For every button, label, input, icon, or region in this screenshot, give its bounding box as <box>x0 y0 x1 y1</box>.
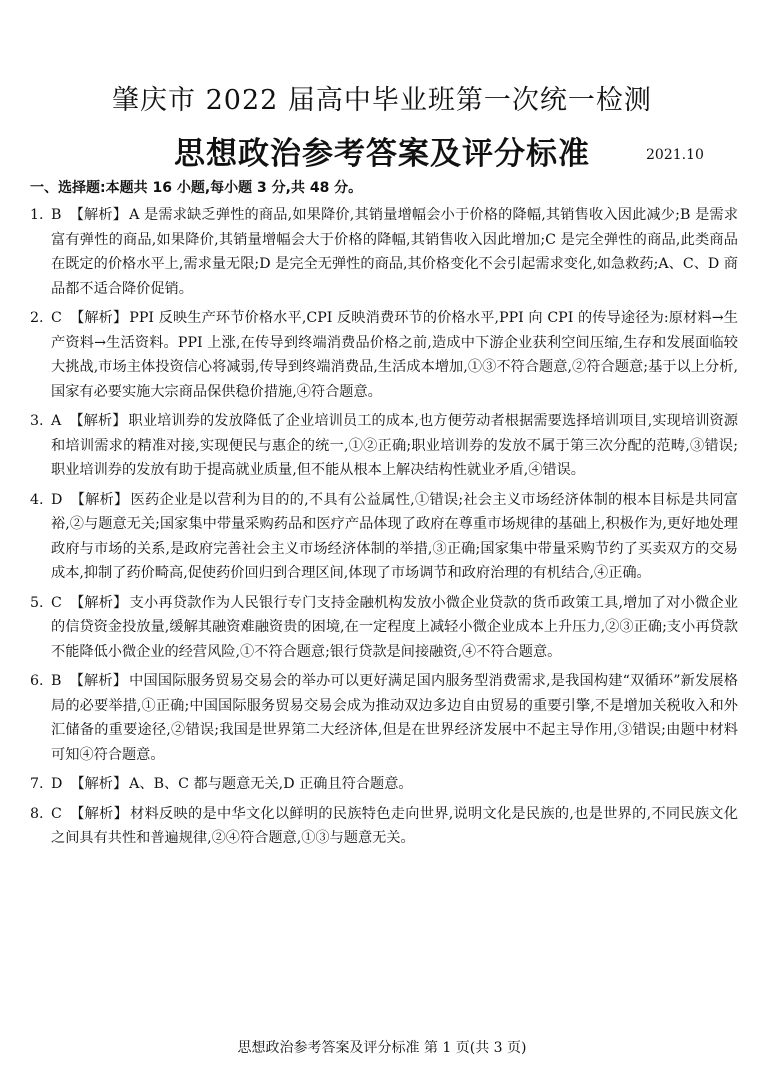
question-item <box>30 669 738 767</box>
analysis-text: A 是需求缺乏弹性的商品,如果降价,其销量增幅会小于价格的降幅,其销售收入因此减少;B 是需求富有弹性的商品,如果降价,其销量增幅会大于价格的降幅,其销售收入因此增加;C 是完全弹性的商品,此类商品在既定的价格水平上,需求量无限;D 是完全无弹性的商品,其价格变化不会引起需求变化,如急救药;A、C、D 商品都不适合降价促销。 <box>51 207 738 297</box>
question-number: 3. <box>30 413 44 429</box>
analysis-text: 中国国际服务贸易交易会的举办可以更好满足国内服务型消费需求,是我国构建“双循环”新发展格局的必要举措,①正确;中国国际服务贸易交易会成为推动双边多边自由贸易的重要引擎,不是增加关税收入和外汇储备的重要途径,②错误;我国是世界第二大经济体,但是在世界经济发展中不起主导作用,③错误;由题中材料可知④符合题意。 <box>51 673 738 763</box>
section-heading: 一、选择题:本题共 16 小题,每小题 3 分,共 48 分。 <box>30 180 363 196</box>
question-item <box>30 203 738 301</box>
analysis-text: 职业培训券的发放降低了企业培训员工的成本,也方便劳动者根据需要选择培训项目,实现培训资源和培训需求的精准对接,实现便民与惠企的统一,①②正确;职业培训券的发放不属于第三次分配的范畴,③错误;职业培训券的发放有助于提高就业质量,但不能从根本上解决结构性就业矛盾,④错误。 <box>51 413 738 478</box>
analysis-tag: 【解析】 <box>69 413 127 429</box>
analysis-text: 材料反映的是中华文化以鲜明的民族特色走向世界,说明文化是民族的,也是世界的,不同民族文化之间具有共性和普遍规律,②④符合题意,①③与题意无关。 <box>51 805 738 846</box>
page-footer: 思想政治参考答案及评分标准 第 1 页(共 3 页) <box>237 1040 527 1056</box>
analysis-text: A、B、C 都与题意无关,D 正确且符合题意。 <box>129 776 413 792</box>
answer-letter: C <box>51 805 62 822</box>
document-subtitle: 思想政治参考答案及评分标准 <box>174 136 590 172</box>
answer-letter: C <box>51 594 62 611</box>
question-list <box>30 203 738 856</box>
question-number: 2. <box>30 310 44 326</box>
analysis-tag: 【解析】 <box>69 673 128 689</box>
analysis-text: 支小再贷款作为人民银行专门支持金融机构发放小微企业贷款的货币政策工具,增加了对小微企业的信贷资金投放量,缓解其融资难融资贵的困境,在一定程度上减轻小微企业成本上升压力,②③正确;支小再贷款不能降低小微企业的经营风险,①不符合题意;银行贷款是间接融资,④不符合题意。 <box>51 594 738 660</box>
answer-letter: D <box>51 491 63 508</box>
question-number: 4. <box>30 491 44 508</box>
exam-title: 肇庆市 2022 届高中毕业班第一次统一检测 <box>112 85 652 116</box>
question-number: 1. <box>30 207 44 223</box>
question-item <box>30 772 738 797</box>
question-number: 6. <box>30 673 44 689</box>
question-item <box>30 306 738 404</box>
question-item <box>30 488 738 586</box>
question-number: 7. <box>30 776 44 792</box>
question-item <box>30 409 738 483</box>
answer-letter: D <box>51 776 63 792</box>
analysis-tag: 【解析】 <box>69 207 128 223</box>
question-item <box>30 802 738 851</box>
analysis-tag: 【解析】 <box>70 491 129 508</box>
answer-letter: C <box>51 310 62 326</box>
analysis-tag: 【解析】 <box>69 805 129 822</box>
analysis-text: 医药企业是以营利为目的的,不具有公益属性,①错误;社会主义市场经济体制的根本目标是共同富裕,②与题意无关;国家集中带量采购药品和医疗产品体现了政府在尊重市场规律的基础上,积极作为,更好地处理政府与市场的关系,是政府完善社会主义市场经济体制的举措,③正确;国家集中带量采购节约了买卖双方的交易成本,抑制了药价畸高,促使药价回归到合理区间,体现了市场调节和政府治理的有机结合,④正确。 <box>51 491 738 581</box>
answer-letter: B <box>51 207 62 223</box>
analysis-tag: 【解析】 <box>70 776 128 792</box>
question-number: 5. <box>30 594 44 611</box>
document-date: 2021.10 <box>646 147 704 163</box>
analysis-tag: 【解析】 <box>69 594 128 611</box>
analysis-tag: 【解析】 <box>69 310 128 326</box>
answer-letter: A <box>51 413 62 429</box>
analysis-text: PPI 反映生产环节价格水平,CPI 反映消费环节的价格水平,PPI 向 CPI 的传导途径为:原材料→生产资料→生活资料。PPI 上涨,在传导到终端消费品价格之前,造成中下游企业获利空间压缩,生存和发展面临较大挑战,市场主体投资信心将减弱,传导到终端消费品,生活成本增加,①③不符合题意,②符合题意;基于以上分析,国家有必要实施大宗商品保供稳价措施,④符合题意。 <box>51 310 738 400</box>
answer-letter: B <box>51 673 62 689</box>
question-item <box>30 591 738 665</box>
question-number: 8. <box>30 805 44 822</box>
